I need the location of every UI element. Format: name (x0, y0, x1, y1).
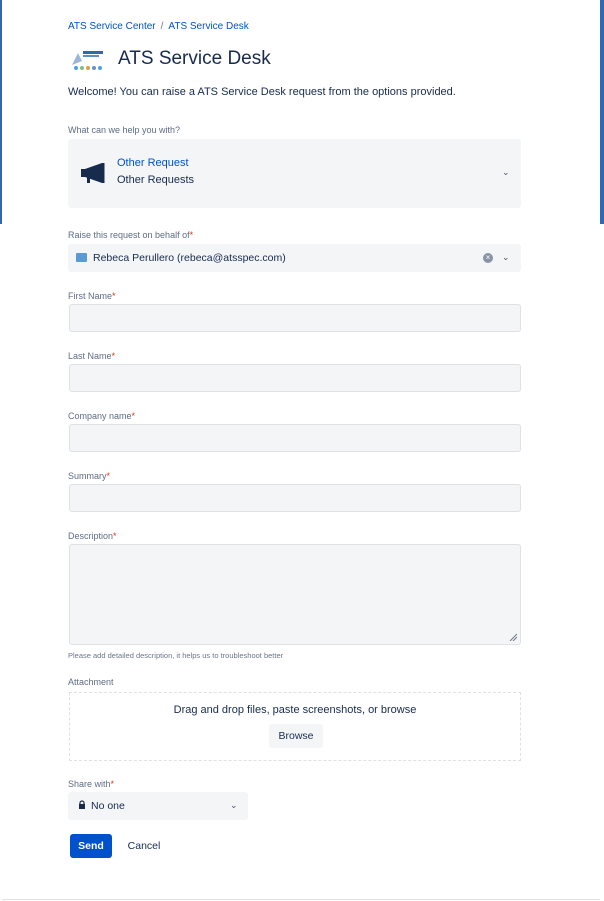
company-name-label (68, 411, 135, 421)
behalf-label-text: Raise this request on behalf of (68, 230, 190, 240)
behalf-value: Rebeca Perullero (rebeca@atsspec.com) (93, 252, 286, 264)
behalf-label (68, 230, 193, 240)
breadcrumb-home-link[interactable]: ATS Service Center (68, 21, 156, 32)
share-with-label-text: Share with (68, 779, 111, 789)
breadcrumb (68, 21, 249, 32)
summary-input[interactable] (69, 484, 521, 512)
description-textarea[interactable] (69, 544, 521, 645)
share-with-label (68, 779, 114, 789)
summary-label-text: Summary (68, 471, 107, 481)
last-name-label-text: Last Name (68, 351, 112, 361)
attachment-dropzone[interactable] (69, 692, 521, 761)
megaphone-icon (80, 162, 106, 184)
browse-button[interactable]: Browse (269, 724, 323, 748)
required-marker: * (113, 531, 117, 541)
summary-label (68, 471, 110, 481)
required-marker: * (111, 351, 116, 361)
required-marker: * (189, 230, 194, 240)
request-form-card (2, 0, 600, 900)
required-marker: * (131, 411, 136, 421)
first-name-label (68, 291, 116, 301)
last-name-label (68, 351, 115, 361)
attachment-label: Attachment (68, 677, 114, 687)
description-label (68, 531, 117, 541)
request-type-label: What can we help you with? (68, 125, 181, 135)
first-name-label-text: First Name (68, 291, 113, 301)
required-marker: * (112, 291, 116, 301)
dropzone-text: Drag and drop files, paste screenshots, or browse (173, 704, 417, 716)
company-name-label-text: Company name (68, 411, 132, 421)
share-with-select[interactable] (68, 792, 248, 820)
last-name-input[interactable] (69, 364, 521, 392)
description-label-text: Description (68, 531, 114, 541)
request-type-title: Other Request (117, 157, 189, 169)
request-type-select[interactable] (68, 139, 521, 208)
lock-icon (78, 800, 86, 810)
chevron-down-icon: ⌄ (230, 800, 238, 810)
chevron-down-icon[interactable]: ⌄ (502, 252, 510, 262)
first-name-input[interactable] (69, 304, 521, 332)
cancel-button[interactable]: Cancel (120, 834, 168, 858)
required-marker: * (106, 471, 111, 481)
resize-handle-icon[interactable] (509, 633, 517, 641)
share-with-value: No one (91, 800, 125, 812)
send-button[interactable]: Send (70, 834, 112, 858)
breadcrumb-separator: / (160, 21, 164, 32)
description-help-text: Please add detailed description, it helps us to troubleshoot better (68, 651, 284, 660)
behalf-select[interactable] (68, 244, 521, 272)
user-avatar-icon (76, 253, 87, 262)
ats-logo-icon (70, 47, 106, 72)
request-type-subtitle: Other Requests (117, 174, 195, 186)
page-title: ATS Service Desk (118, 48, 271, 69)
company-name-input[interactable] (69, 424, 521, 452)
breadcrumb-current-link[interactable]: ATS Service Desk (168, 21, 249, 32)
chevron-down-icon: ⌄ (502, 167, 510, 177)
welcome-text: Welcome! You can raise a ATS Service Desk request from the options provided. (68, 86, 456, 98)
required-marker: * (110, 779, 115, 789)
clear-icon[interactable]: × (483, 253, 493, 263)
